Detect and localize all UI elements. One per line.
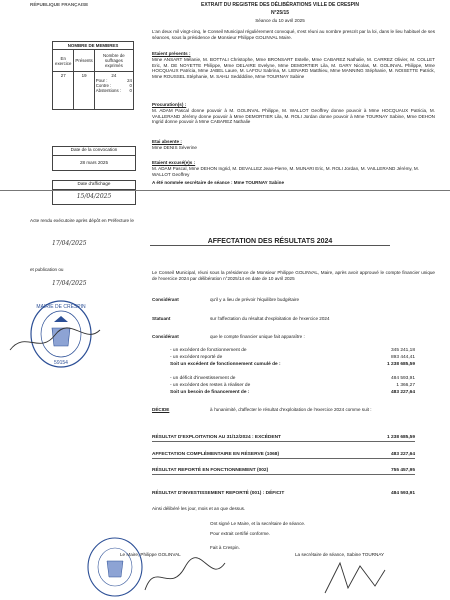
presents-list: Mme ANSART Mélanie, M. BOTTALI Christophe, Mme BRONSART Estelle, Mme CABAREZ Nathalie, M. CARREZ Olivier, M. COLLET Eric, M. DE NOYETTE Philippe, Mme DELAIRE Evelyne, Mme DEMORTIER Lila, M. GARY Nicolas, M. GOLINVAL Philippe, Mme HOCQUAUX Patricia, Mme JABEL Laure, M. LAFOU Sabrina, M. LIENARD Matthieu, Mme MANNING Stéphanie, M. NOISETTE Patrick, Mme ROUSSEL Stéphanie, M. SAHLI Seddddine, Mme TOURNAY Sabine (152, 57, 435, 79)
finance-row: - un excédent de fonctionnement de 345 241,18 (170, 348, 415, 353)
considerant1-label: Considérant (152, 297, 179, 302)
abst-label: Abstentions : (95, 88, 122, 93)
col-exercice: En exercice (53, 50, 74, 72)
considerant2-label: Considérant (152, 334, 179, 339)
finance-row: - un excédent des restes à réaliser de 1 366,27 (170, 383, 415, 388)
secretaire-signature-scribble (320, 558, 390, 598)
finance-row: - un déficit d'investissement de 484 593,91 (170, 376, 415, 381)
secretaire-line: A été nommée secrétaire de séance : Mme TOURNAY Sabine (152, 180, 284, 185)
excuses-list: M. ADAM Pascal, Mme DEHON Ingrid, M. DEVALLEZ Jean-Pierre, M. MUNARI Eric, M. ROLI Jordan, M. VAILLERAND Jérémy, M. WALLOT Geoffrey (152, 166, 420, 177)
affichage-date: 15/04/2025 (52, 189, 136, 205)
secretaire-signature-label: La secrétaire de séance, Sabine TOURNAY (295, 552, 385, 557)
closing-line-4: Fait à Crespin. (210, 545, 240, 550)
divider (0, 190, 450, 191)
pour-label: Pour : (95, 78, 108, 83)
session-date: Séance du 10 avril 2025 (255, 18, 305, 23)
decide-text: à l'unanimité, d'affecter le résultat d'exploitation de l'exercice 2024 comme suit : (210, 407, 372, 412)
publication-date: 17/04/2025 (52, 280, 87, 287)
statuant-text: sur l'affectation du résultat d'exploitation de l'exercice 2024 (210, 316, 330, 321)
closing-line-1: Ainsi délibéré les jour, mois et an que dessus. (152, 506, 246, 511)
result-row: RÉSULTAT REPORTÉ EN FONCTIONNEMENT (002) 755 457,95 (152, 468, 415, 473)
result-row: RÉSULTAT D'EXPLOITATION AU 31/12/2024 : EXCÉDENT 1 238 685,59 (152, 435, 415, 440)
pour-value: 24 (127, 78, 132, 83)
contre-label: Contre : (95, 83, 112, 88)
intro-paragraph: L'an deux mil vingt-cinq, le Conseil Municipal régulièrement convoqué, s'est réuni au nombre prescrit par la loi, dans le lieu habituel de ses séances, sous la présidence de Monsieur Philippe GOLINVAL Maire. (152, 29, 435, 40)
seal-bottom-text: 59154 (54, 360, 68, 366)
affichage-label: Date d'affichage (52, 180, 136, 190)
publication-label: et publication ou (30, 267, 64, 272)
signature-scribble (5, 320, 105, 360)
presents-title: Etaient présents : (152, 51, 191, 56)
finance-row: Soit un excédent de fonctionnement cumulé de : 1 238 685,59 (170, 362, 415, 367)
contre-value: 0 (129, 83, 132, 88)
considerant1-text: qu'il y a lieu de prévoir l'équilibre budgétaire (210, 297, 300, 302)
finance-row: - un excédent reporté de 893 444,41 (170, 355, 415, 360)
prefecture-date: 17/04/2025 (52, 240, 87, 247)
lead-paragraph: Le Conseil Municipal, réuni sous la présidence de Monsieur Philippe GOLINVAL, Maire, après avoir approuvé le compte financier unique de l'exercice 2024 par délibération n°2025/14 en date de 10 avril 2025 (152, 270, 435, 281)
value-suffrages: 24 (111, 73, 117, 78)
maire-signature-label: Le Maire, Philippe GOLINVAL (120, 552, 181, 557)
result-row: RÉSULTAT D'INVESTISSEMENT REPORTÉ (001) : DÉFICIT 484 593,91 (152, 491, 415, 496)
executoire-text: Acte rendu exécutoire après dépôt en Préfecture le (30, 218, 134, 223)
subject-title: AFFECTATION DES RÉSULTATS 2024 (150, 238, 390, 246)
statuant-label: Statuant (152, 316, 171, 321)
convocation-label: Date de la convocation (52, 146, 136, 156)
excuses-title: Etaient excusé(e)s : (152, 160, 196, 165)
col-suffrages: Nombre de suffrages exprimés (94, 50, 133, 72)
absente-list: Mme DENIS Séverine (152, 145, 197, 150)
seal-top-text: MAIRIE DE CRESPIN (36, 304, 86, 310)
mairie-seal-stamp (85, 535, 145, 599)
considerant2-text: que le compte financier unique fait apparaître : (210, 334, 305, 339)
document-title: EXTRAIT DU REGISTRE DES DÉLIBÉRATIONS VILLE DE CRESPIN (201, 2, 359, 8)
abst-value: 0 (129, 88, 132, 93)
result-row: AFFECTATION COMPLÉMENTAIRE EN RÉSERVE (1068) 483 227,64 (152, 452, 415, 457)
absente-title: Etai absente : (152, 139, 182, 144)
members-heading: NOMBRE DE MEMBRES (53, 42, 134, 50)
deliberation-number: N°25/15 (270, 10, 290, 16)
procurations-list: M. ADAM Pascal donne pouvoir à M. GOLINVAL Philippe, M. WALLOT Geoffrey donne pouvoir à Mme HOCQUAUX Patricia, M. VAILLERAND Jérémy donne pouvoir à Mme DEMORTIER Lila, M. ROLI Jordan donne pouvoir à Mme TOURNAY Sabine, Mme DEHON Ingrid donne pouvoir à Mme CABAREZ Nathalie (152, 108, 435, 125)
maire-signature-scribble (140, 555, 230, 597)
finance-row: Soit un besoin de financement de : 483 227,64 (170, 390, 415, 395)
procurations-title: Procuration(s) : (152, 102, 187, 107)
republic-label: RÉPUBLIQUE FRANÇAISE (30, 2, 89, 7)
closing-line-3: Pour extrait certifié conforme. (210, 531, 270, 536)
col-presents: Présents (74, 50, 94, 72)
convocation-date: 28 mars 2025 (52, 155, 136, 171)
value-presents: 19 (74, 72, 94, 110)
decide-label: DÉCIDE (152, 407, 170, 412)
closing-line-2: Ont signé Le Maire, et la secrétaire de séance. (210, 521, 306, 526)
members-table (52, 41, 134, 110)
value-exercice: 27 (53, 72, 74, 110)
